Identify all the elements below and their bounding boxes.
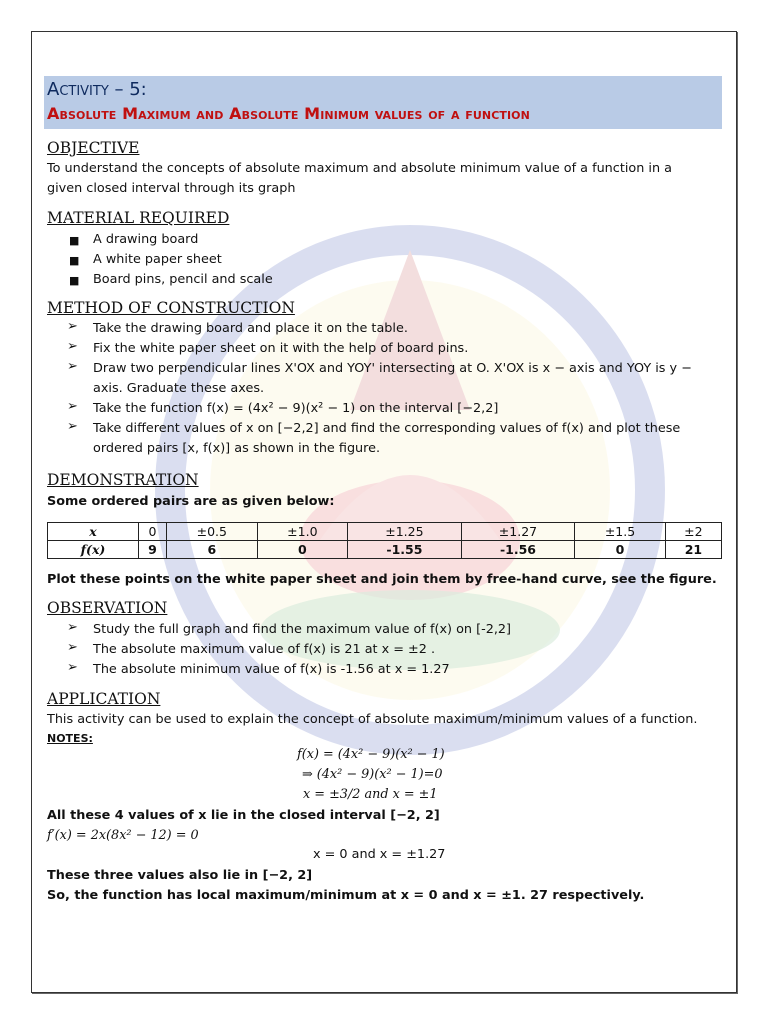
method-step: Fix the white paper sheet on it with the help of board pins. [93, 341, 469, 356]
table-cell: ±1.25 [348, 523, 462, 541]
observation-heading: OBSERVATION [47, 599, 168, 617]
arrow-bullet-icon: ➢ [67, 319, 78, 334]
ordered-pairs-table [47, 522, 722, 559]
table-cell: -1.55 [348, 541, 462, 559]
method-step: Take the function f(x) = (4x² − 9)(x² − 1) on the interval [−2,2] [93, 401, 499, 416]
bullet-icon: ■ [69, 234, 80, 247]
arrow-bullet-icon: ➢ [67, 359, 78, 374]
table-cell: ±1.27 [461, 523, 575, 541]
table-cell: 0 [257, 541, 348, 559]
table-cell: 0 [139, 523, 167, 541]
bullet-icon: ■ [69, 274, 80, 287]
table-cell: 21 [665, 541, 721, 559]
equation-1: f(x) = (4x² − 9)(x² − 1) [297, 747, 445, 762]
arrow-bullet-icon: ➢ [67, 640, 78, 655]
equation-2: ⇒ (4x² − 9)(x² − 1)=0 [302, 767, 443, 782]
material-item: Board pins, pencil and scale [93, 272, 273, 287]
application-text: This activity can be used to explain the concept of absolute maximum/minimum values of a function. [47, 712, 698, 727]
table-cell: ±0.5 [167, 523, 258, 541]
method-step-cont: ordered pairs [x, f(x)] as shown in the figure. [93, 441, 381, 456]
table-cell: ±1.5 [575, 523, 666, 541]
application-heading: APPLICATION [47, 690, 161, 708]
observation-item: The absolute maximum value of f(x) is 21 at x = ±2 . [93, 642, 436, 657]
demonstration-intro: Some ordered pairs are as given below: [47, 494, 335, 509]
method-step-cont: axis. Graduate these axes. [93, 381, 265, 396]
table-cell: ±2 [665, 523, 721, 541]
arrow-bullet-icon: ➢ [67, 399, 78, 414]
notes-label: NOTES: [47, 732, 93, 745]
method-step: Take different values of x on [−2,2] and find the corresponding values of f(x) and plot these [93, 421, 681, 436]
equation-3: x = ±3/2 and x = ±1 [303, 787, 438, 802]
note-line-c: These three values also lie in [−2, 2] [47, 868, 313, 883]
material-item: A white paper sheet [93, 252, 222, 267]
table-row [48, 541, 722, 559]
activity-title: Activity – 5: [47, 79, 147, 100]
method-heading: METHOD OF CONSTRUCTION [47, 299, 295, 317]
material-heading: MATERIAL REQUIRED [47, 209, 230, 227]
arrow-bullet-icon: ➢ [67, 660, 78, 675]
material-item: A drawing board [93, 232, 199, 247]
activity-subtitle: Absolute Maximum and Absolute Minimum values of a function [47, 104, 530, 123]
table-cell: -1.56 [461, 541, 575, 559]
table-cell: 0 [575, 541, 666, 559]
table-cell: ±1.0 [257, 523, 348, 541]
objective-line-1: To understand the concepts of absolute maximum and absolute minimum value of a function in a [47, 161, 672, 176]
plot-instruction: Plot these points on the white paper sheet and join them by free-hand curve, see the figure. [47, 572, 717, 587]
note-line-b: f′(x) = 2x(8x² − 12) = 0 [47, 828, 199, 843]
arrow-bullet-icon: ➢ [67, 419, 78, 434]
method-step: Take the drawing board and place it on the table. [93, 321, 408, 336]
arrow-bullet-icon: ➢ [67, 339, 78, 354]
arrow-bullet-icon: ➢ [67, 620, 78, 635]
objective-line-2: given closed interval through its graph [47, 181, 296, 196]
observation-item: Study the full graph and find the maximum value of f(x) on [-2,2] [93, 622, 512, 637]
table-cell: x [48, 523, 139, 541]
method-step: Draw two perpendicular lines X'OX and YOY' intersecting at O. X'OX is x − axis and YOY is y − [93, 361, 692, 376]
observation-item: The absolute minimum value of f(x) is -1.56 at x = 1.27 [93, 662, 450, 677]
note-line-a: All these 4 values of x lie in the closed interval [−2, 2] [47, 808, 440, 823]
note-line-d: So, the function has local maximum/minimum at x = 0 and x = ±1. 27 respectively. [47, 888, 645, 903]
table-cell: 6 [167, 541, 258, 559]
objective-heading: OBJECTIVE [47, 139, 140, 157]
table-cell: 9 [139, 541, 167, 559]
bullet-icon: ■ [69, 254, 80, 267]
demonstration-heading: DEMONSTRATION [47, 471, 199, 489]
equation-4: x = 0 and x = ±1.27 [313, 847, 446, 862]
table-cell: f(x) [48, 541, 139, 559]
table-row [48, 523, 722, 541]
